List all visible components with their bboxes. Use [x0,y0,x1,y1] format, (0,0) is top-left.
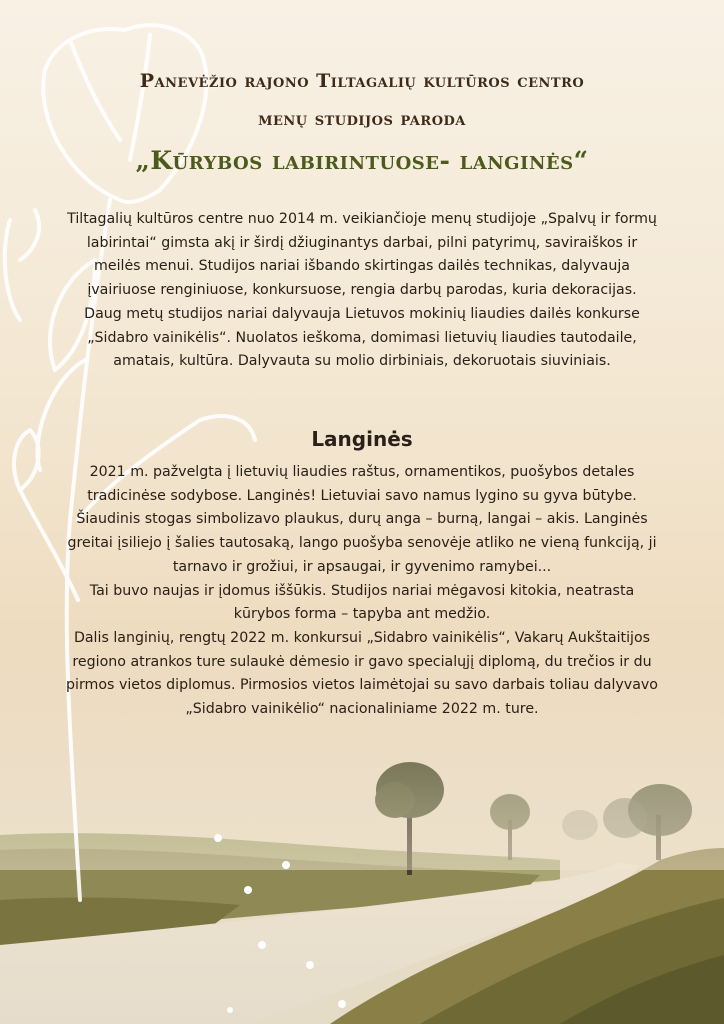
intro-paragraph-2: Daug metų studijos nariai dalyvauja Lietuvos mokinių liaudies dailės konkurse „Sidabro vainikėlis“. Nuolatos ieškoma, domimasi lietuvių liaudies tautodaile, amatais, kultūra. Dalyvauta su molio dirbiniais, dekoruotais siuviniais. [84,305,640,370]
section-body [64,461,660,722]
header-line-1: Panevėžio rajono Tiltagalių kultūros centro [139,70,585,92]
section-paragraph-1: 2021 m. pažvelgta į lietuvių liaudies raštus, ornamentikos, puošybos detales tradicinėse sodybose. Langinės! Lietuviai savo namus lygino su gyva būtybe. Šiaudinis stogas simbolizavo plaukus, durų anga – burną, langai – akis. Langinės greitai įsiliejo į šalies tautosaką, lango puošyba senovėje atliko ne vieną funkciją, ji tarnavo ir grožiui, ir apsaugai, ir gyvenimo ramybei... [67,464,657,575]
section-paragraph-2: Tai buvo naujas ir įdomus iššūkis. Studijos nariai mėgavosi kitokia, neatrasta kūrybos forma – tapyba ant medžio. [89,582,635,623]
section-heading: Langinės [311,427,413,451]
section-paragraph-3: Dalis langinių, rengtų 2022 m. konkursui „Sidabro vainikėlis“, Vakarų Aukštaitijos regiono atrankos ture sulaukė dėmesio ir gavo specialųjį diplomą, du trečios ir du pirmos vietos diplomus. Pirmosios vietos laimėtojai su savo darbais toliau dalyvavo „Sidabro vainikėlio“ nacionaliniame 2022 m. ture. [66,629,658,718]
intro-section [64,208,660,374]
header-line-2: menų studijos paroda [258,108,466,130]
intro-paragraph-1: Tiltagalių kultūros centre nuo 2014 m. veikiančioje menų studijoje „Spalvų ir formų labirintai“ gimsta akį ir širdį džiuginantys darbai, pilni patyrimų, saviraiškos ir meilės menui. Studijos nariai išbando skirtingas dailės technikas, dalyvauja įvairiuose renginiuose, konkursuose, rengia darbų parodas, kuria dekoracijas. [67,211,657,299]
exhibition-title: „Kūrybos labirintuose- langinės“ [135,146,589,175]
